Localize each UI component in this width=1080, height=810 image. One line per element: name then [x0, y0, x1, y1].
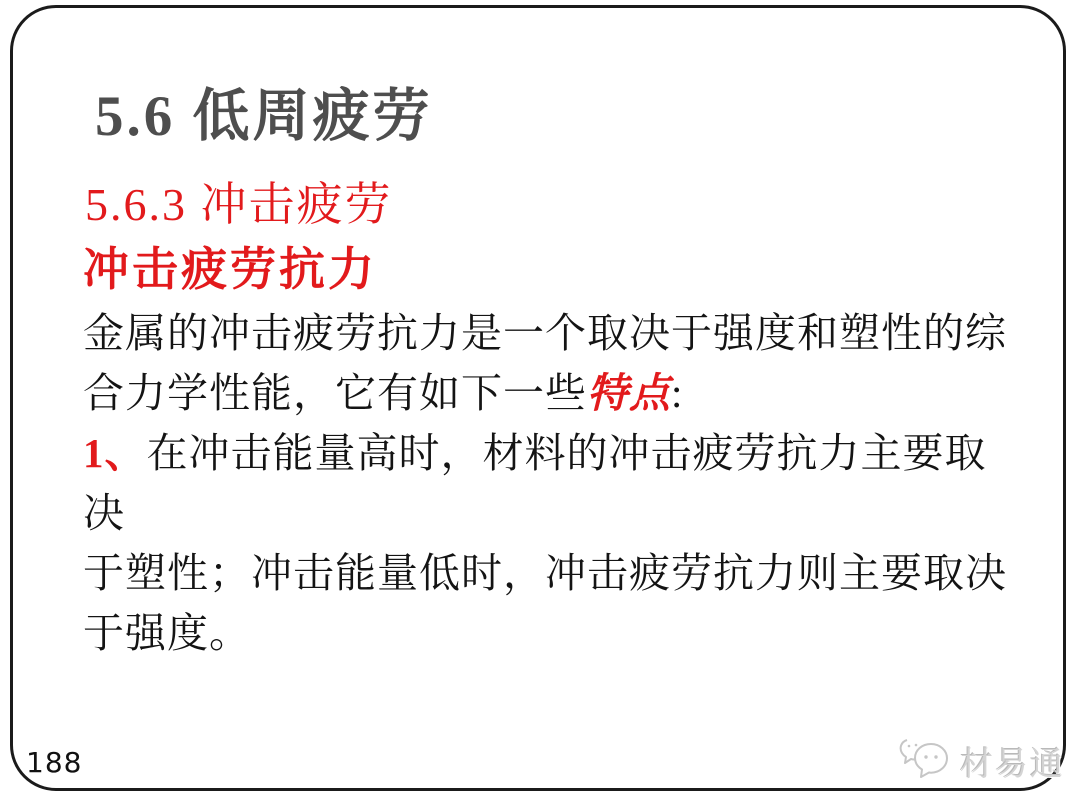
point-1-line-1: 在冲击能量高时，材料的冲击疲劳抗力主要取决	[83, 430, 987, 536]
point-1-line-3: 于强度。	[83, 610, 251, 656]
body-text-block	[83, 303, 1023, 663]
highlight-features: 特点	[587, 370, 671, 416]
point-1-marker: 1、	[83, 430, 147, 476]
intro-colon: :	[671, 370, 684, 416]
point-1-line-2: 于塑性；冲击能量低时，冲击疲劳抗力则主要取决	[83, 550, 1007, 596]
slide-title: 5.6 低周疲劳	[95, 85, 433, 148]
brand-logo	[898, 736, 1065, 786]
section-subtitle: 5.6.3 冲击疲劳	[85, 179, 393, 230]
brand-logo-text: 材易通	[960, 746, 1065, 783]
intro-line-2: 合力学性能，它有如下一些	[83, 370, 587, 416]
topic-heading: 冲击疲劳抗力	[83, 244, 377, 295]
paragraph-intro	[83, 303, 1023, 423]
paragraph-point-1	[83, 423, 1023, 663]
intro-line-1: 金属的冲击疲劳抗力是一个取决于强度和塑性的综	[83, 310, 1007, 356]
page-number: 188	[26, 746, 83, 779]
chat-bubbles-icon	[898, 736, 954, 786]
